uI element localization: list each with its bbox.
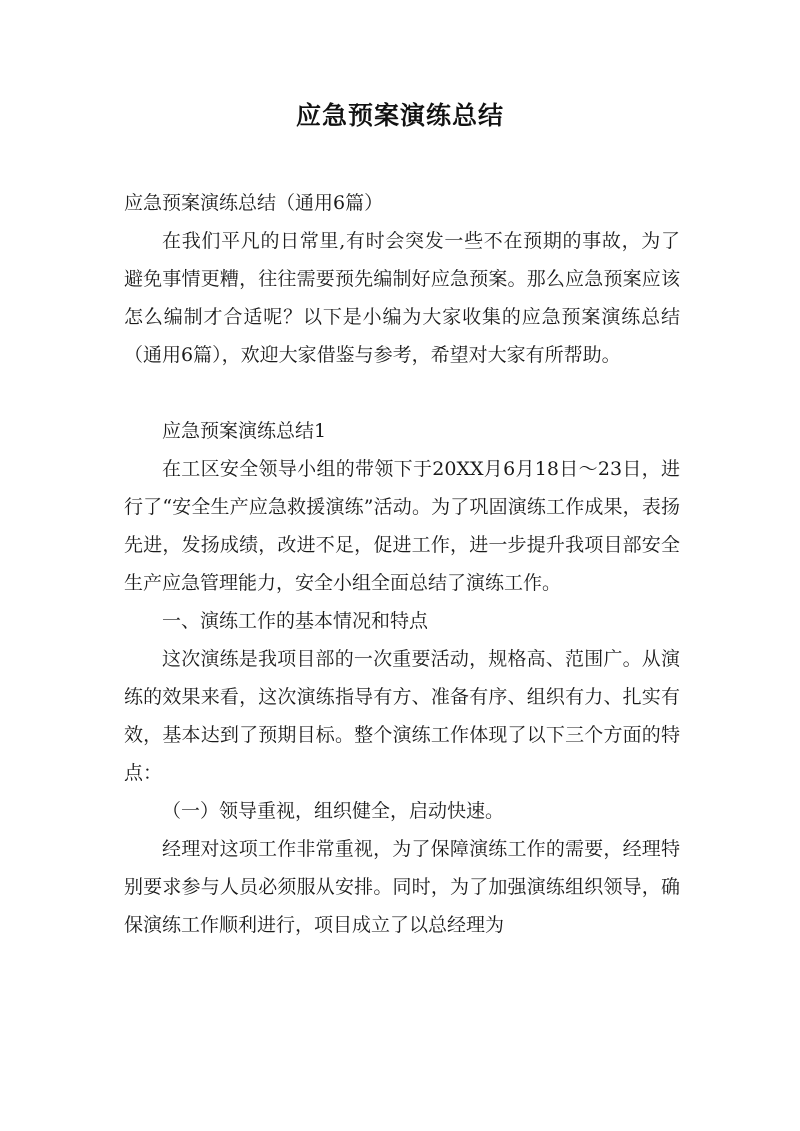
section-heading: 应急预案演练总结1	[162, 420, 327, 442]
section-paragraph-2: 这次演练是我项目部的一次重要活动，规格高、范围广。从演练的效果来看，这次演练指导有方、准备有序、组织有力、扎实有效，基本达到了预期目标。整个演练工作体现了以下三个方面的特点：	[124, 648, 680, 784]
paragraph-gap	[124, 374, 680, 412]
document-body	[124, 184, 680, 944]
document-title: 应急预案演练总结	[295, 101, 504, 130]
subheading-2: （一）领导重视，组织健全，启动快速。	[162, 800, 505, 822]
subheading-1: 一、演练工作的基本情况和特点	[162, 610, 429, 632]
intro-paragraph: 在我们平凡的日常里,有时会突发一些不在预期的事故，为了避免事情更糟，往往需要预先编制好应急预案。那么应急预案应该怎么编制才合适呢？以下是小编为大家收集的应急预案演练总结（通用6篇），欢迎大家借鉴与参考，希望对大家有所帮助。	[124, 230, 680, 366]
section-paragraph-1: 在工区安全领导小组的带领下于20XX月6月18日～23日，进行了“安全生产应急救援演练”活动。为了巩固演练工作成果，表扬先进，发扬成绩，改进不足，促进工作，进一步提升我项目部安全生产应急管理能力，安全小组全面总结了演练工作。	[124, 458, 680, 594]
document-subtitle: 应急预案演练总结（通用6篇）	[124, 192, 384, 214]
section-paragraph-3: 经理对这项工作非常重视，为了保障演练工作的需要，经理特别要求参与人员必须服从安排。同时，为了加强演练组织领导，确保演练工作顺利进行，项目成立了以总经理为	[124, 838, 680, 936]
